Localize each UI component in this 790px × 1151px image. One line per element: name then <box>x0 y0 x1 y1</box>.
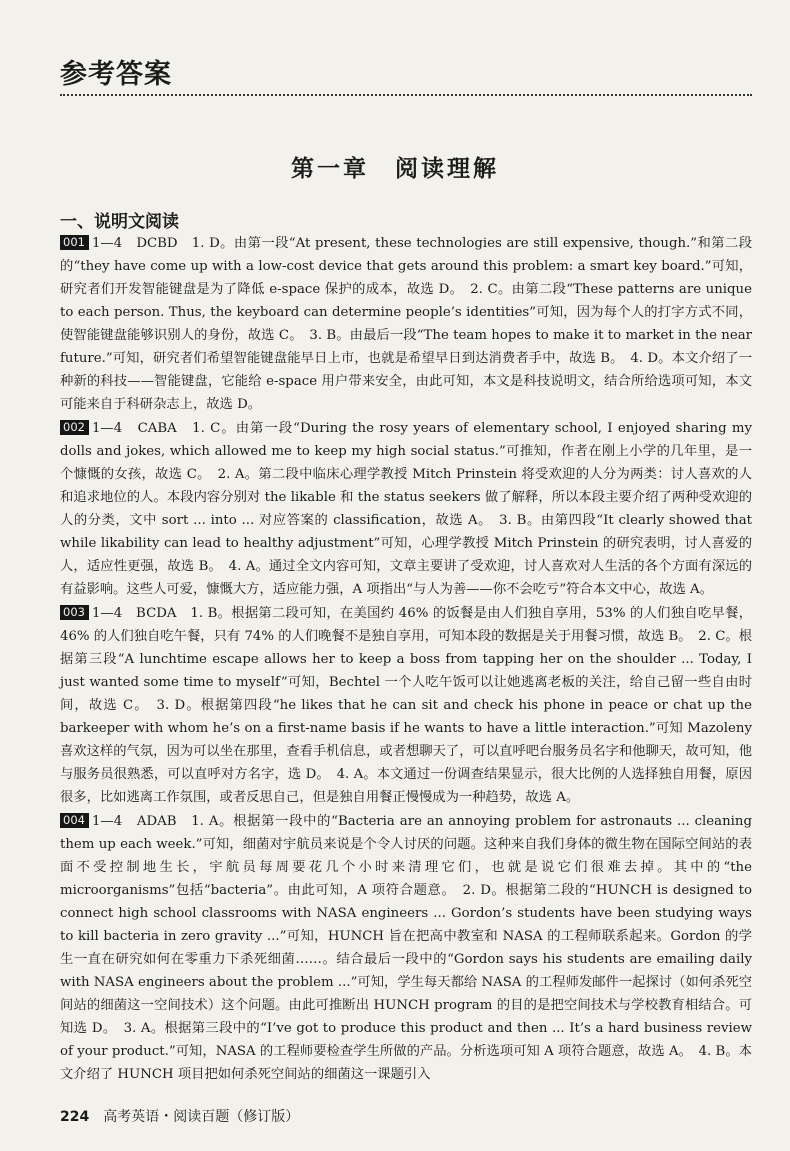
book-title: 高考英语・阅读百题（修订版） <box>103 1109 300 1125</box>
answer-number-badge: 002 <box>60 420 89 435</box>
answer-item <box>60 232 752 416</box>
answer-item <box>60 602 752 809</box>
answer-text: 1—4 ADAB 1. A。根据第一段中的“Bacteria are an annoying problem for astronauts ... cleaning them up each week.”可知，细菌对宇航员来说是个令人讨厌的问题。这种来自我们身体的微生物在国际空间站的表面不受控制地生长，宇航员每周要花几个小时来清理它们，也就是说它们很难去掉。其中的“the microorganisms”包括“bacteria”。由此可知，A 项符合题意。 2. D。根据第二段的“HUNCH is designed to connect high school classrooms with NASA engineers ... Gordon’s students have been studying ways to kill bacteria in zero gravity ...”可知，HUNCH 旨在把高中教室和 NASA 的工程师联系起来。Gordon 的学生一直在研究如何在零重力下杀死细菌……。结合最后一段中的“Gordon says his students are emailing daily with NASA engineers about the problem ...”可知，学生每天都给 NASA 的工程师发邮件一起探讨（如何杀死空间站的细菌这一空间技术）这个问题。由此可推断出 HUNCH program 的目的是把空间技术与学校教育相结合。可知选 D。 3. A。根据第三段中的“I’ve got to produce this product and then ... It’s a hard business review of your product.”可知，NASA 的工程师要检查学生所做的产品。分析选项可知 A 项符合题意，故选 A。 4. B。本文介绍了 HUNCH 项目把如何杀死空间站的细菌这一课题引入 <box>60 814 752 1082</box>
page-footer <box>60 1106 299 1126</box>
answer-number-badge: 003 <box>60 605 89 620</box>
section-title: 一、说明文阅读 <box>60 212 179 232</box>
answer-item <box>60 810 752 1086</box>
answer-text: 1—4 BCDA 1. B。根据第二段可知，在美国约 46% 的饭餐是由人们独自享用，53% 的人们独自吃早餐，46% 的人们独自吃午餐，只有 74% 的人们晚餐不是独自享用，可知本段的数据是关于用餐习惯，故选 B。 2. C。根据第三段“A lunchtime escape allows her to keep a boss from tapping her on the shoulder ... Today, I just wanted some time to myself”可知，Bechtel 一个人吃午饭可以让她逃离老板的关注，给自己留一些自由时间，故选 C。 3. D。根据第四段“he likes that he can sit and check his phone in peace or chat up the barkeeper with whom he’s on a first-name basis if he wants to have a little interaction.”可知 Mazoleny 喜欢这样的气氛，因为可以坐在那里，查看手机信息，或者想聊天了，可以直呼吧台服务员名字和他聊天，故可知，他与服务员很熟悉，可以直呼对方名字，选 D。 4. A。本文通过一份调查结果显示，很大比例的人选择独自用餐，原因很多，比如逃离工作氛围，或者反思自己，但是独自用餐正慢慢成为一种趋势，故选 A。 <box>60 606 752 805</box>
page-header-title: 参考答案 <box>60 59 172 90</box>
answer-text: 1—4 DCBD 1. D。由第一段“At present, these technologies are still expensive, though.”和第二段的“they have come up with a low-cost device that gets around this problem: a smart key board.”可知，研究者们开发智能键盘是为了降低 e-space 保护的成本，故选 D。 2. C。由第二段“These patterns are unique to each person. Thus, the keyboard can determine people’s identities”可知，因为每个人的打字方式不同，使智能键盘能够识别人的身份，故选 C。 3. B。由最后一段“The team hopes to make it to market in the near future.”可知，研究者们希望智能键盘能早日上市，也就是希望早日到达消费者手中，故选 B。 4. D。本文介绍了一种新的科技——智能键盘，它能给 e-space 用户带来安全，由此可知，本文是科技说明文，结合所给选项可知，本文可能来自于科研杂志上，故选 D。 <box>60 236 752 412</box>
header-dotted-divider <box>60 94 752 96</box>
answer-number-badge: 001 <box>60 235 89 250</box>
answer-item <box>60 417 752 601</box>
answer-text: 1—4 CABA 1. C。由第一段“During the rosy years of elementary school, I enjoyed sharing my dolls and jokes, which allowed me to keep my high social status.”可推知，作者在刚上小学的几年里，是一个慷慨的女孩，故选 C。 2. A。第二段中临床心理学教授 Mitch Prinstein 将受欢迎的人分为两类：讨人喜欢的人和追求地位的人。本段内容分别对 the likable 和 the status seekers 做了解释，所以本段主要介绍了两种受欢迎的人的分类，文中 sort ... into ... 对应答案的 classification，故选 A。 3. B。由第四段“It clearly showed that while likability can lead to healthy adjustment”可知，心理学教授 Mitch Prinstein 的研究表明，讨人喜爱的人，适应性更强，故选 B。 4. A。通过全文内容可知，文章主要讲了受欢迎，讨人喜欢对人生活的各个方面有深远的有益影响。这些人可爱，慷慨大方，适应能力强，A 项指出“与人为善——你不会吃亏”符合本文中心，故选 A。 <box>60 421 752 597</box>
answer-number-badge: 004 <box>60 813 89 828</box>
page-number: 224 <box>60 1109 90 1125</box>
answer-list <box>60 232 752 1087</box>
chapter-title: 第一章 阅读理解 <box>291 155 499 182</box>
